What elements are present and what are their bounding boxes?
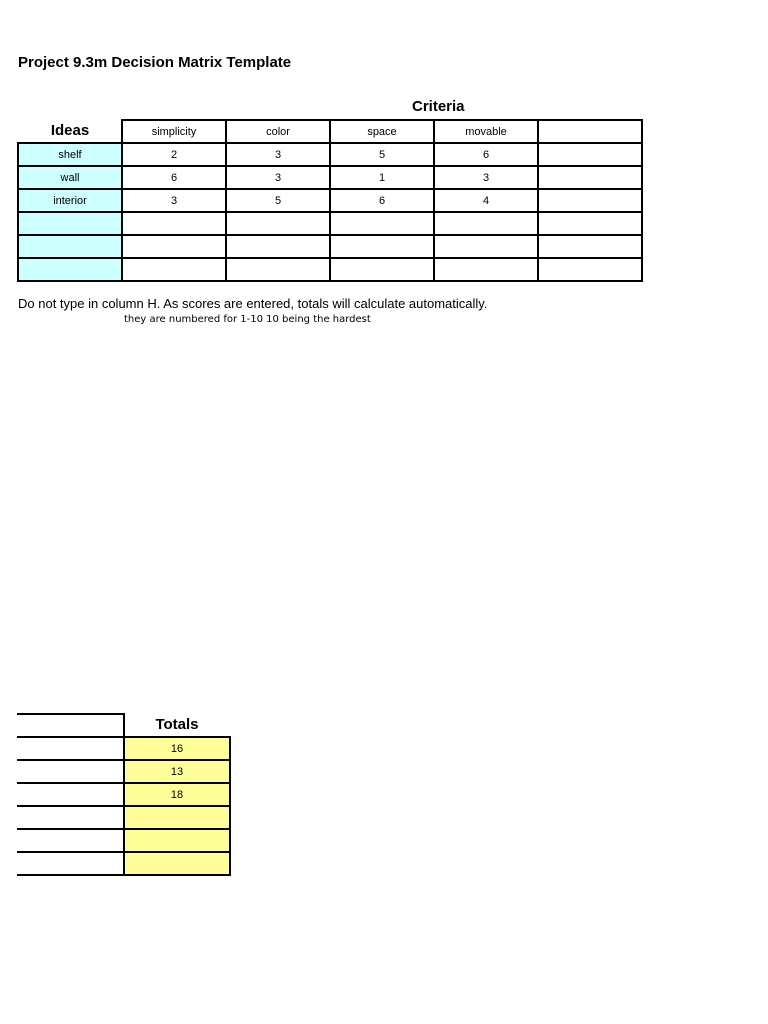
score-cell[interactable] xyxy=(226,235,330,258)
table-row xyxy=(17,737,230,760)
totals-heading: Totals xyxy=(155,716,199,733)
total-cell: 16 xyxy=(124,737,230,760)
criteria-cell[interactable]: space xyxy=(330,120,434,143)
totals-name-cell xyxy=(17,737,124,760)
score-cell[interactable]: 3 xyxy=(226,143,330,166)
score-cell[interactable] xyxy=(538,235,642,258)
totals-name-cell xyxy=(17,829,124,852)
score-cell[interactable]: 6 xyxy=(122,166,226,189)
score-cell[interactable] xyxy=(538,166,642,189)
instructions-note: Do not type in column H. As scores are entered, totals will calculate automatically. xyxy=(18,296,488,311)
totals-name-cell xyxy=(17,852,124,875)
table-row xyxy=(17,760,230,783)
table-row xyxy=(18,166,642,189)
idea-cell[interactable]: shelf xyxy=(18,143,122,166)
total-cell: 18 xyxy=(124,783,230,806)
score-cell[interactable] xyxy=(226,212,330,235)
totals-name-cell xyxy=(17,806,124,829)
page-title: Project 9.3m Decision Matrix Template xyxy=(18,54,292,71)
total-cell xyxy=(124,829,230,852)
criteria-cell[interactable]: movable xyxy=(434,120,538,143)
idea-cell[interactable] xyxy=(18,212,122,235)
table-row xyxy=(18,189,642,212)
score-cell[interactable] xyxy=(434,235,538,258)
score-cell[interactable] xyxy=(538,258,642,281)
score-cell[interactable] xyxy=(538,143,642,166)
totals-table xyxy=(17,713,231,876)
score-cell[interactable]: 5 xyxy=(330,143,434,166)
score-cell[interactable]: 3 xyxy=(122,189,226,212)
idea-cell[interactable] xyxy=(18,235,122,258)
idea-cell[interactable] xyxy=(18,258,122,281)
score-cell[interactable] xyxy=(122,235,226,258)
score-cell[interactable]: 4 xyxy=(434,189,538,212)
score-cell[interactable]: 5 xyxy=(226,189,330,212)
ideas-heading: Ideas xyxy=(50,122,90,139)
score-cell[interactable] xyxy=(434,212,538,235)
criteria-cell[interactable]: color xyxy=(226,120,330,143)
table-row xyxy=(17,806,230,829)
scale-note: they are numbered for 1-10 10 being the hardest xyxy=(124,314,371,325)
score-cell[interactable] xyxy=(330,235,434,258)
criteria-cell[interactable]: simplicity xyxy=(122,120,226,143)
criteria-cell[interactable] xyxy=(538,120,642,143)
score-cell[interactable] xyxy=(538,189,642,212)
score-cell[interactable] xyxy=(330,212,434,235)
score-cell[interactable] xyxy=(538,212,642,235)
totals-name-cell xyxy=(17,760,124,783)
score-cell[interactable]: 1 xyxy=(330,166,434,189)
total-cell: 13 xyxy=(124,760,230,783)
score-cell[interactable] xyxy=(122,212,226,235)
table-row xyxy=(18,212,642,235)
score-cell[interactable] xyxy=(226,258,330,281)
idea-cell[interactable]: interior xyxy=(18,189,122,212)
table-row xyxy=(17,783,230,806)
table-row xyxy=(17,852,230,875)
score-cell[interactable]: 3 xyxy=(226,166,330,189)
score-cell[interactable]: 3 xyxy=(434,166,538,189)
score-cell[interactable]: 6 xyxy=(434,143,538,166)
decision-matrix-table xyxy=(17,119,643,282)
score-cell[interactable] xyxy=(330,258,434,281)
table-row xyxy=(17,829,230,852)
score-cell[interactable] xyxy=(434,258,538,281)
score-cell[interactable] xyxy=(122,258,226,281)
total-cell xyxy=(124,852,230,875)
totals-name-cell xyxy=(17,714,124,737)
score-cell[interactable]: 2 xyxy=(122,143,226,166)
criteria-heading: Criteria xyxy=(412,98,465,115)
total-cell xyxy=(124,806,230,829)
totals-name-cell xyxy=(17,783,124,806)
score-cell[interactable]: 6 xyxy=(330,189,434,212)
idea-cell[interactable]: wall xyxy=(18,166,122,189)
table-row xyxy=(18,235,642,258)
table-row xyxy=(18,143,642,166)
table-row xyxy=(18,258,642,281)
